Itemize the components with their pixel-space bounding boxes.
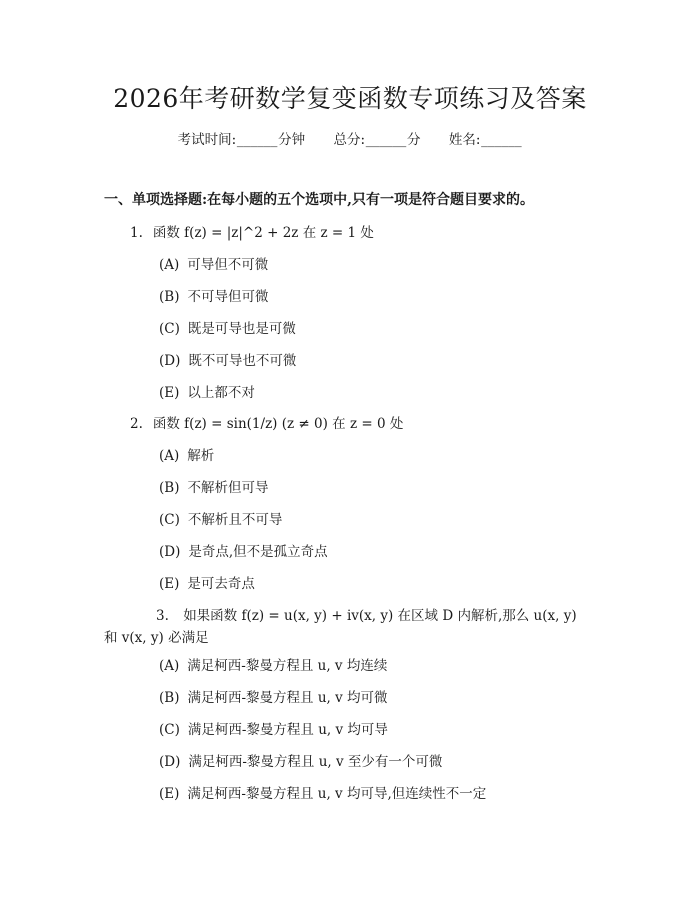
answer-option[interactable] xyxy=(159,719,388,741)
student-name-label: 姓名: xyxy=(448,132,481,148)
exam-time-blank: ______ xyxy=(236,132,278,148)
option-letter: (B) xyxy=(159,480,180,496)
option-text: 解析 xyxy=(187,448,215,464)
option-letter: (E) xyxy=(159,786,180,802)
answer-option[interactable] xyxy=(159,286,268,308)
option-text: 不解析且不可导 xyxy=(187,512,283,528)
option-text: 不解析但可导 xyxy=(187,480,269,496)
option-letter: (E) xyxy=(159,576,180,592)
total-score-unit: 分 xyxy=(407,132,421,148)
question-text: 函数 f(z) = sin(1/z) (z ≠ 0) 在 z = 0 处 xyxy=(152,416,404,432)
answer-option[interactable] xyxy=(159,350,296,372)
answer-option[interactable] xyxy=(159,573,255,595)
option-letter: (C) xyxy=(159,321,180,337)
exam-time-field xyxy=(178,132,310,148)
option-letter: (C) xyxy=(159,512,180,528)
option-letter: (A) xyxy=(159,448,180,464)
question-stem xyxy=(104,222,589,244)
option-letter: (B) xyxy=(159,289,180,305)
option-text: 不可导但可微 xyxy=(187,289,269,305)
answer-option[interactable] xyxy=(159,318,296,340)
option-text: 满足柯西-黎曼方程且 u, v 至少有一个可微 xyxy=(188,754,443,770)
question-number: 3. xyxy=(156,608,169,624)
question-stem xyxy=(104,605,589,649)
answer-option[interactable] xyxy=(159,382,255,404)
option-text: 满足柯西-黎曼方程且 u, v 均可微 xyxy=(187,690,388,706)
student-name-field xyxy=(449,132,523,148)
option-letter: (C) xyxy=(159,722,180,738)
option-text: 可导但不可微 xyxy=(187,257,269,273)
option-text: 是可去奇点 xyxy=(187,576,255,592)
student-name-blank: ______ xyxy=(481,132,522,148)
option-text: 以上都不对 xyxy=(187,385,255,401)
question-number: 1. xyxy=(130,225,143,241)
question-stem xyxy=(104,413,589,435)
answer-option[interactable] xyxy=(159,655,387,677)
answer-option[interactable] xyxy=(159,687,388,709)
option-letter: (A) xyxy=(159,257,180,273)
option-letter: (E) xyxy=(159,385,180,401)
question-text: 函数 f(z) = |z|^2 + 2z 在 z = 1 处 xyxy=(152,225,374,241)
option-letter: (B) xyxy=(159,690,180,706)
question-text: 如果函数 f(z) = u(x, y) + iv(x, y) 在区域 D 内解析,那么 u(x, y) 和 v(x, y) 必满足 xyxy=(104,608,577,646)
option-letter: (D) xyxy=(159,754,181,770)
answer-option[interactable] xyxy=(159,783,486,805)
option-text: 是奇点,但不是孤立奇点 xyxy=(188,544,328,560)
exam-time-label: 考试时间: xyxy=(177,132,237,148)
option-text: 既不可导也不可微 xyxy=(188,353,297,369)
answer-option[interactable] xyxy=(159,445,214,467)
total-score-blank: ______ xyxy=(365,132,407,148)
page-title: 2026年考研数学复变函数专项练习及答案 xyxy=(113,84,587,113)
answer-option[interactable] xyxy=(159,477,268,499)
exam-time-unit: 分钟 xyxy=(278,132,306,148)
total-score-label: 总分: xyxy=(333,132,366,148)
option-text: 满足柯西-黎曼方程且 u, v 均连续 xyxy=(187,658,388,674)
answer-option[interactable] xyxy=(159,751,442,773)
option-letter: (D) xyxy=(159,544,181,560)
answer-option[interactable] xyxy=(159,254,268,276)
option-text: 既是可导也是可微 xyxy=(187,321,296,337)
option-text: 满足柯西-黎曼方程且 u, v 均可导,但连续性不一定 xyxy=(187,786,487,802)
answer-option[interactable] xyxy=(159,541,328,563)
total-score-field xyxy=(333,132,424,148)
option-text: 满足柯西-黎曼方程且 u, v 均可导 xyxy=(187,722,388,738)
option-letter: (D) xyxy=(159,353,181,369)
section-header-single-choice: 一、单项选择题:在每小题的五个选项中,只有一项是符合题目要求的。 xyxy=(104,192,535,208)
option-letter: (A) xyxy=(159,658,180,674)
question-number: 2. xyxy=(130,416,143,432)
exam-info-line xyxy=(0,130,700,150)
answer-option[interactable] xyxy=(159,509,282,531)
